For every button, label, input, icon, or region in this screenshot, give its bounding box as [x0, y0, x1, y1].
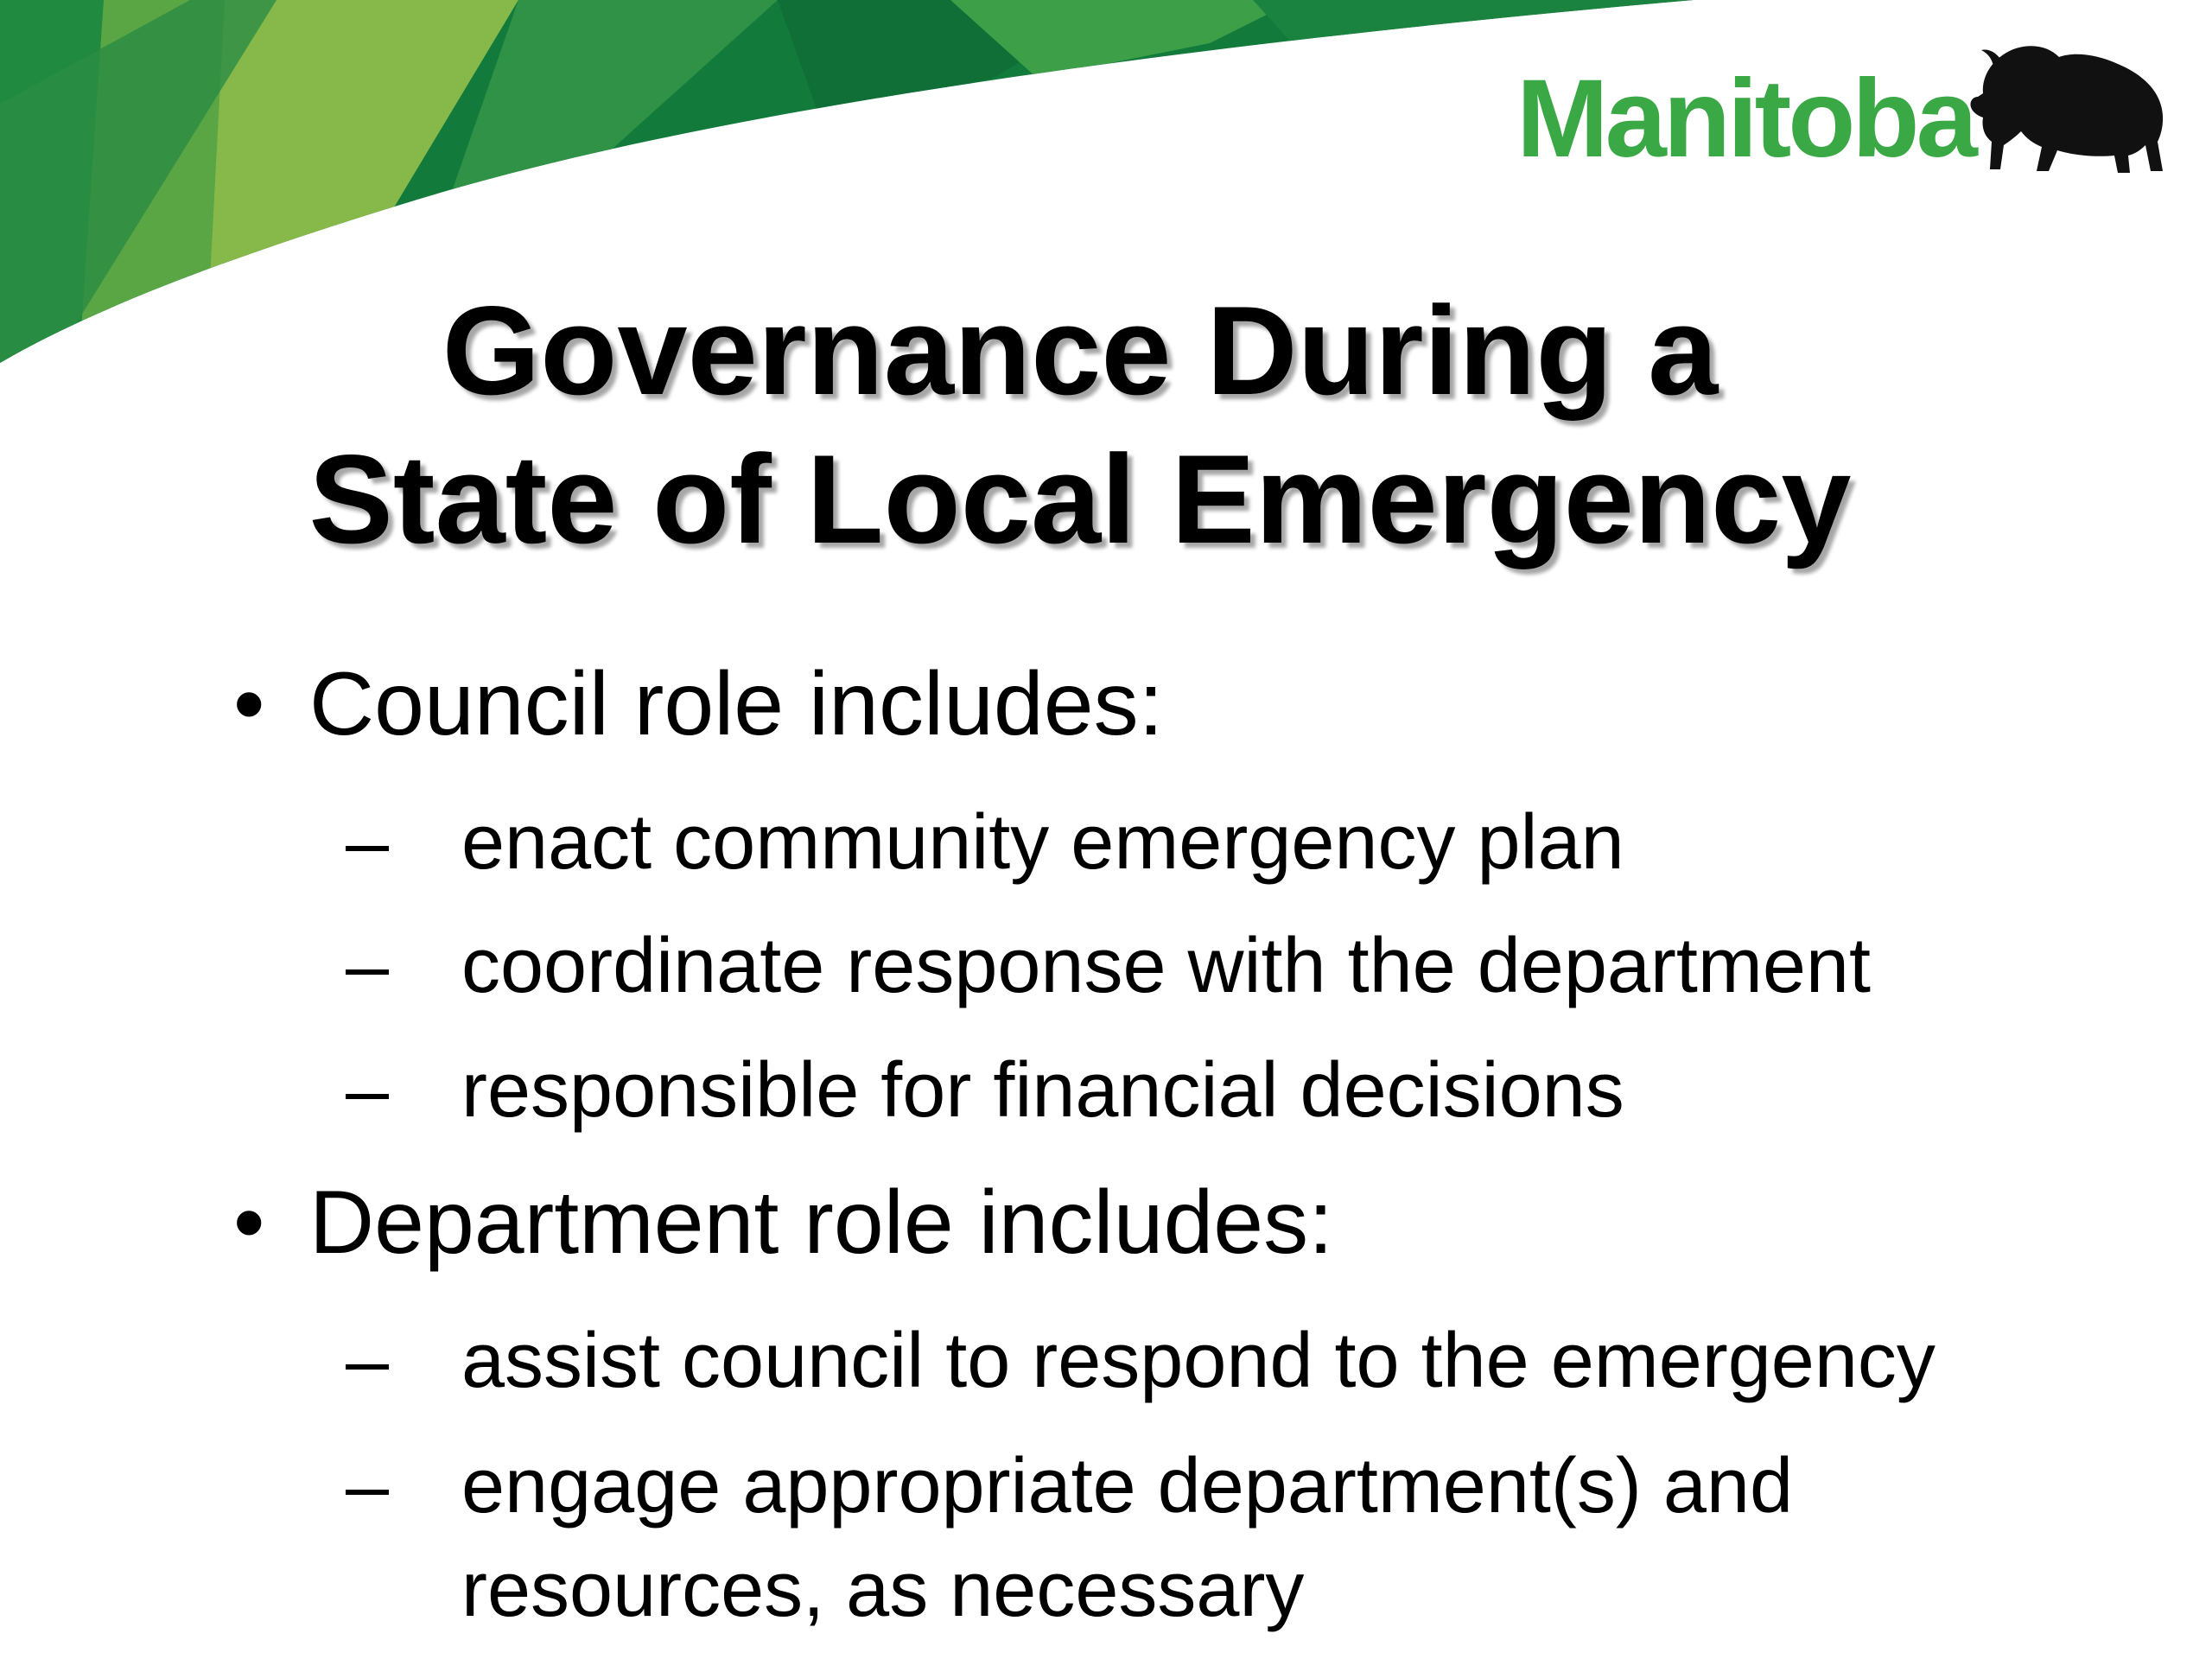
- bullet-marker: •: [233, 654, 265, 754]
- bullet-heading: Department role includes:: [309, 1173, 1334, 1273]
- dash-marker: –: [346, 1318, 390, 1404]
- dash-marker: –: [346, 799, 390, 886]
- dash-marker: –: [346, 1443, 390, 1529]
- list-item-text: assist council to respond to the emergency: [461, 1318, 1936, 1404]
- title-line-2: State of Local Emergency: [308, 429, 1852, 569]
- bullet-marker: •: [233, 1173, 265, 1273]
- list-item-text: enact community emergency plan: [461, 799, 1624, 886]
- list-item-text: coordinate response with the department: [461, 923, 1871, 1009]
- brand-wordmark: Manitoba: [1516, 57, 1974, 181]
- dash-marker: –: [346, 923, 390, 1009]
- title-line-1: Governance During a: [442, 280, 1719, 421]
- dash-marker: –: [346, 1047, 390, 1134]
- list-item-text: engage appropriate department(s) and: [461, 1443, 1794, 1529]
- list-item-text: resources, as necessary: [461, 1547, 1305, 1633]
- bullet-heading: Council role includes:: [309, 654, 1164, 754]
- list-item-text: responsible for financial decisions: [461, 1047, 1624, 1134]
